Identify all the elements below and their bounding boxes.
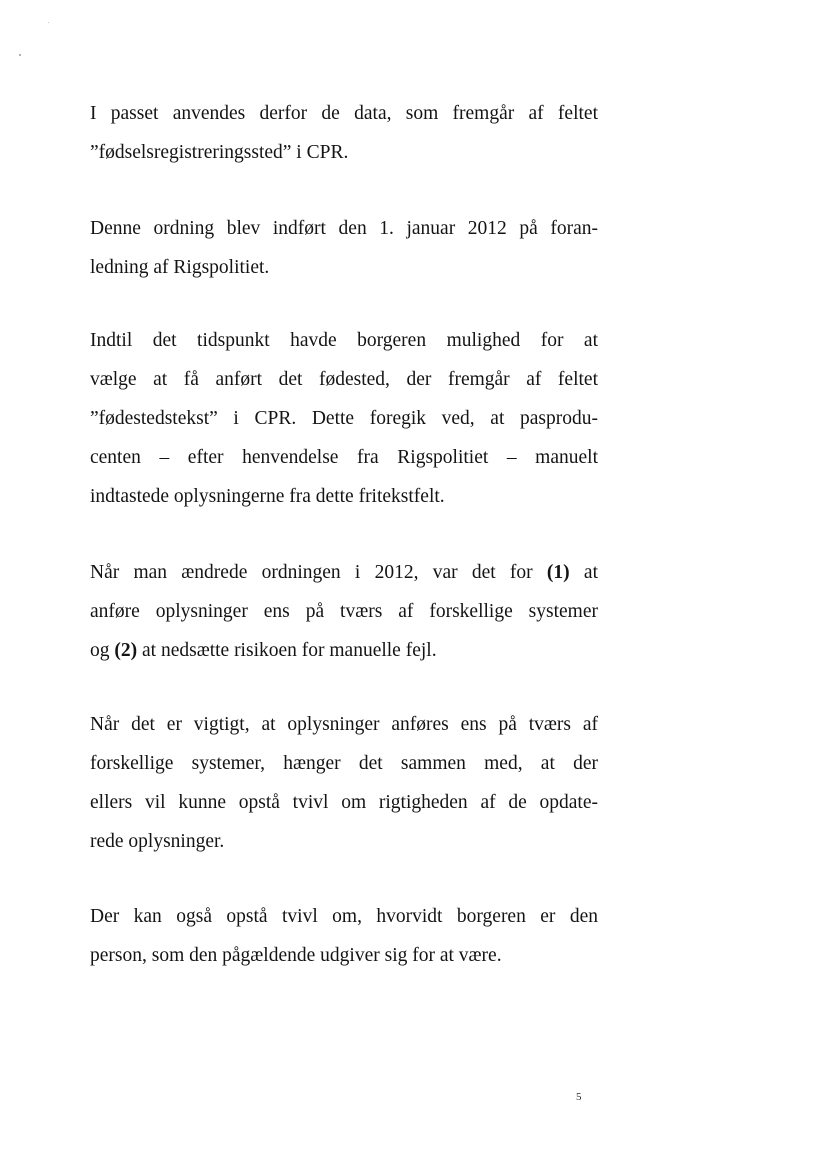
paragraph-1 xyxy=(90,94,598,172)
paragraph-line: I passet anvendes derfor de data, som fremgår af feltet xyxy=(90,103,598,124)
scan-speck xyxy=(48,22,49,23)
paragraph-line: Denne ordning blev indført den 1. januar 2012 på foran- xyxy=(90,218,598,239)
bold-marker: (1) xyxy=(546,562,570,583)
page-number: 5 xyxy=(576,1091,582,1103)
paragraph-line: ”fødselsregistreringssted” i CPR. xyxy=(90,142,349,163)
paragraph-line: ledning af Rigspolitiet. xyxy=(90,257,270,278)
paragraph-6 xyxy=(90,897,598,975)
paragraph-5 xyxy=(90,705,598,861)
paragraph-line: Indtil det tidspunkt havde borgeren mulighed for at xyxy=(90,330,598,351)
paragraph-3 xyxy=(90,321,598,516)
paragraph-line: person, som den pågældende udgiver sig for at være. xyxy=(90,945,502,966)
paragraph-line: og (2) at nedsætte risikoen for manuelle fejl. xyxy=(90,640,437,661)
paragraph-4 xyxy=(90,553,598,670)
paragraph-line: Der kan også opstå tvivl om, hvorvidt borgeren er den xyxy=(90,906,598,927)
paragraph-line: indtastede oplysningerne fra dette fritekstfelt. xyxy=(90,486,445,507)
bold-marker: (2) xyxy=(114,640,138,661)
paragraph-line: ellers vil kunne opstå tvivl om rigtigheden af de opdate- xyxy=(90,792,598,813)
paragraph-line: forskellige systemer, hænger det sammen med, at der xyxy=(90,753,598,774)
scan-speck xyxy=(19,54,21,56)
paragraph-line: centen – efter henvendelse fra Rigspolitiet – manuelt xyxy=(90,447,598,468)
paragraph-line: Når det er vigtigt, at oplysninger anføres ens på tværs af xyxy=(90,714,598,735)
paragraph-line: anføre oplysninger ens på tværs af forskellige systemer xyxy=(90,601,598,622)
paragraph-line: rede oplysninger. xyxy=(90,831,225,852)
paragraph-line: ”fødestedstekst” i CPR. Dette foregik ved, at pasprodu- xyxy=(90,408,598,429)
paragraph-line: Når man ændrede ordningen i 2012, var det for (1) at xyxy=(90,562,598,583)
paragraph-2 xyxy=(90,209,598,287)
paragraph-line: vælge at få anført det fødested, der fremgår af feltet xyxy=(90,369,598,390)
